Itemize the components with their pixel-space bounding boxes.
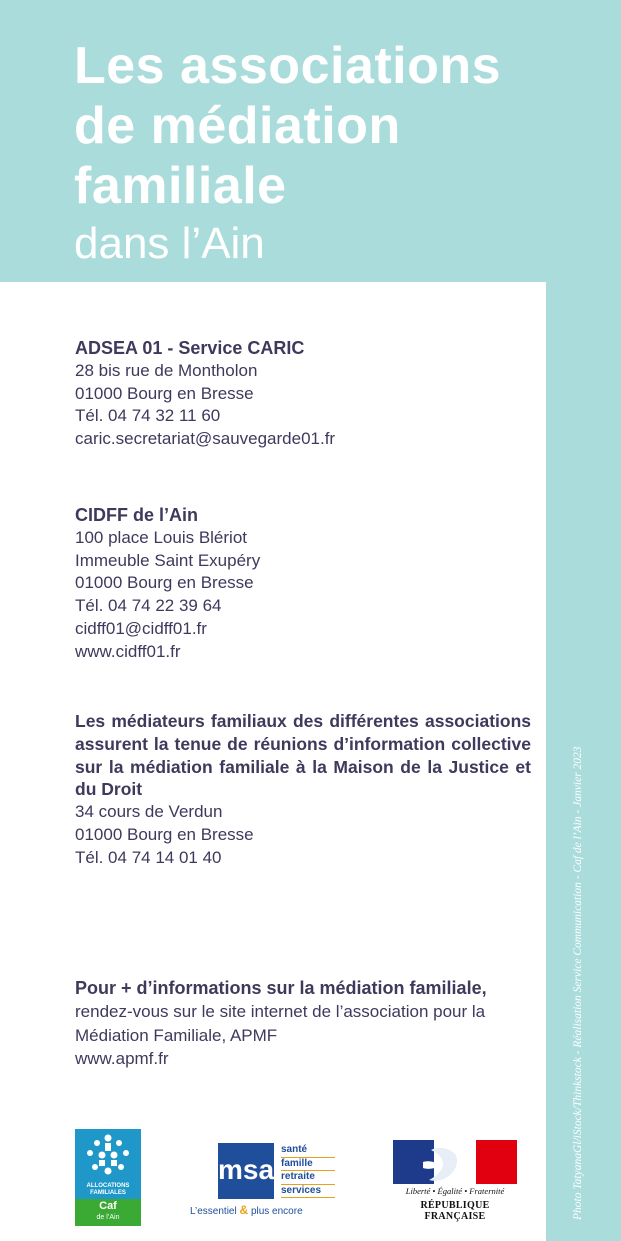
page-title [74, 36, 544, 216]
cidff-building: Immeuble Saint Exupéry [75, 550, 261, 570]
cidff-city: 01000 Bourg en Bresse [75, 573, 254, 593]
marianne-logo-icon [393, 1140, 517, 1184]
msa-line: services [281, 1185, 335, 1199]
msa-letters-icon [218, 1143, 274, 1199]
msa-tagline-amp: & [239, 1203, 249, 1217]
rf-motto: Liberté • Égalité • Fraternité [405, 1186, 505, 1196]
adsea-name: ADSEA 01 - Service CARIC [75, 338, 305, 358]
justice-intro: Les médiateurs familiaux des différentes associations assurent la tenue de réunions d’information collective sur la médiation familiale à la Maison de la Justice et du Droit [75, 711, 531, 800]
adsea-phone: Tél. 04 74 32 11 60 [75, 406, 221, 426]
page-subtitle: dans l’Ain [74, 219, 265, 268]
caf-region: de l’Ain [96, 1214, 120, 1221]
adsea-block [75, 337, 531, 451]
caf-logo [75, 1129, 141, 1226]
info-block [75, 977, 535, 1071]
caf-top-text: ALLOCATIONS FAMILIALES [86, 1183, 130, 1196]
adsea-city: 01000 Bourg en Bresse [75, 383, 254, 403]
title-line-3: familiale [74, 157, 287, 215]
msa-services [281, 1144, 335, 1198]
svg-text:msa: msa [218, 1154, 274, 1185]
cidff-email[interactable]: cidff01@cidff01.fr [75, 618, 207, 638]
justice-phone: Tél. 04 74 14 01 40 [75, 847, 222, 867]
justice-city: 01000 Bourg en Bresse [75, 824, 254, 844]
adsea-email[interactable]: caric.secretariat@sauvegarde01.fr [75, 429, 336, 449]
photo-credit: Photo TatyanaGl/iStock/Thinkstock - Réalisation Service Communication - Caf de l’Ain - Janvier 2023 [572, 746, 584, 1220]
cidff-website[interactable]: www.cidff01.fr [75, 641, 181, 661]
caf-figures-icon [75, 1129, 141, 1183]
cidff-block [75, 504, 531, 664]
cidff-phone: Tél. 04 74 22 39 64 [75, 596, 222, 616]
msa-tagline [190, 1203, 303, 1217]
justice-address: 34 cours de Verdun [75, 802, 223, 822]
msa-logo [218, 1143, 274, 1199]
info-highlight: Pour + d’informations sur la médiation familiale, [75, 978, 487, 998]
msa-line: retraite [281, 1171, 335, 1185]
justice-block [75, 710, 531, 870]
title-line-2: de médiation [74, 97, 401, 155]
msa-line: santé [281, 1144, 335, 1158]
rf-name: RÉPUBLIQUE FRANÇAISE [420, 1200, 490, 1222]
caf-name: Caf [99, 1200, 117, 1212]
msa-tagline-post: plus encore [250, 1206, 303, 1217]
info-text: rendez-vous sur le site internet de l’association pour la Médiation Familiale, APMF [75, 1001, 486, 1045]
msa-tagline-pre: L’essentiel [190, 1206, 237, 1217]
cidff-address: 100 place Louis Blériot [75, 527, 248, 547]
title-line-1: Les associations [74, 37, 502, 95]
msa-line: famille [281, 1158, 335, 1172]
info-url[interactable]: www.apmf.fr [75, 1048, 169, 1068]
cidff-name: CIDFF de l’Ain [75, 505, 198, 525]
adsea-address: 28 bis rue de Montholon [75, 360, 258, 380]
caf-bottom [75, 1199, 141, 1226]
